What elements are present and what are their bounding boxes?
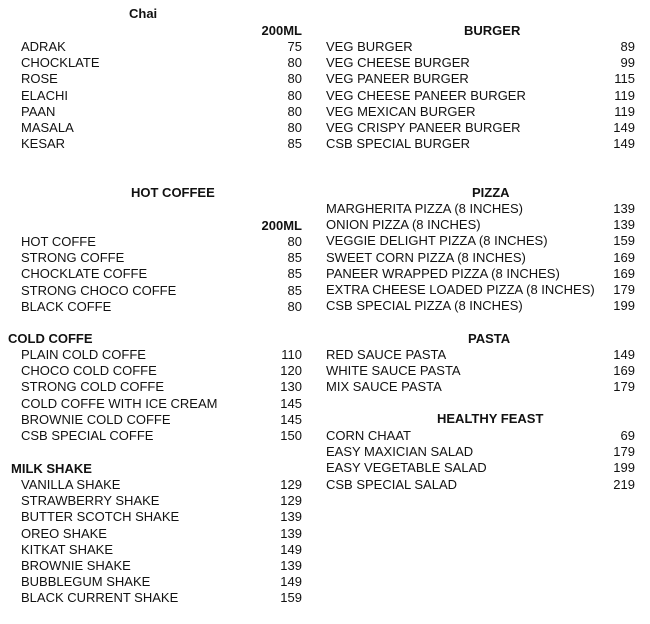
- menu-item-row: [0, 363, 310, 379]
- menu-item-row: [0, 509, 310, 525]
- section-title: COLD COFFE: [8, 331, 93, 346]
- menu-item-name: KESAR: [21, 136, 66, 152]
- menu-item-name: BUTTER SCOTCH SHAKE: [21, 509, 180, 525]
- menu-item-price: 119: [614, 103, 635, 119]
- menu-item-price: 89: [620, 39, 635, 54]
- menu-item-price: 69: [620, 428, 635, 443]
- menu-item-price: 129: [280, 493, 302, 509]
- menu-item-price: 85: [287, 266, 302, 282]
- menu-item-price: 80: [287, 234, 302, 249]
- menu-item-name: CSB SPECIAL PIZZA (8 INCHES): [326, 298, 523, 314]
- menu-item-price: 145: [280, 411, 302, 427]
- menu-item-row: [318, 250, 640, 266]
- menu-item-price: 159: [280, 590, 302, 606]
- menu-item-price: 169: [613, 249, 635, 265]
- menu-item-row: [318, 201, 640, 217]
- menu-item-price: 149: [613, 347, 635, 362]
- menu-item-price: 85: [287, 282, 302, 298]
- menu-item-price: 85: [287, 136, 302, 152]
- menu-item-price: 139: [280, 509, 302, 525]
- menu-item-row: [0, 299, 310, 315]
- menu-left-column: [0, 0, 310, 624]
- menu-item-row: [0, 477, 310, 493]
- menu-item-price: 179: [613, 282, 635, 297]
- menu-item-name: KITKAT SHAKE: [21, 541, 113, 557]
- menu-item-name: WHITE SAUCE PASTA: [326, 363, 461, 379]
- menu-item-row: [318, 282, 640, 298]
- menu-item-name: ROSE: [21, 71, 58, 87]
- menu-item-row: [0, 88, 310, 104]
- menu-item-name: VEG CRISPY PANEER BURGER: [326, 120, 521, 135]
- menu-item-name: VANILLA SHAKE: [21, 477, 121, 492]
- menu-item-price: 80: [287, 120, 302, 135]
- menu-item-name: CHOCKLATE COFFE: [21, 266, 148, 282]
- section-title: PASTA: [468, 331, 511, 346]
- menu-item-row: [0, 55, 310, 71]
- menu-item-row: [318, 217, 640, 233]
- menu-item-row: [0, 39, 310, 55]
- menu-item-name: HOT COFFE: [21, 234, 96, 249]
- menu-item-price: 149: [613, 120, 635, 135]
- menu-item-price: 159: [613, 233, 635, 249]
- menu-item-price: 139: [280, 558, 302, 573]
- menu-item-row: [318, 444, 640, 460]
- menu-item-name: BUBBLEGUM SHAKE: [21, 574, 151, 590]
- menu-item-price: 130: [280, 379, 302, 395]
- menu-item-price: 219: [613, 476, 635, 492]
- menu-item-row: [318, 233, 640, 249]
- menu-item-name: STRAWBERRY SHAKE: [21, 493, 160, 509]
- menu-item-price: 80: [287, 298, 302, 314]
- menu-item-name: SWEET CORN PIZZA (8 INCHES): [326, 249, 526, 265]
- menu-item-name: ADRAK: [21, 39, 66, 54]
- menu-item-row: [318, 71, 640, 87]
- menu-item-row: [0, 590, 310, 606]
- menu-item-name: PANEER WRAPPED PIZZA (8 INCHES): [326, 265, 560, 281]
- menu-item-price: 115: [614, 71, 635, 87]
- section-title: Chai: [129, 6, 158, 21]
- section-title: HEALTHY FEAST: [437, 411, 544, 426]
- menu-item-price: 99: [620, 55, 635, 71]
- menu-item-name: CORN CHAAT: [326, 428, 411, 443]
- menu-item-name: OREO SHAKE: [21, 525, 107, 541]
- menu-item-price: 139: [280, 525, 302, 541]
- menu-item-name: PLAIN COLD COFFE: [21, 347, 146, 362]
- menu-item-row: [0, 104, 310, 120]
- menu-item-name: STRONG COFFE: [21, 250, 125, 266]
- menu-item-name: RED SAUCE PASTA: [326, 347, 447, 362]
- menu-item-row: [0, 136, 310, 152]
- menu-item-row: [0, 379, 310, 395]
- menu-item-name: CHOCKLATE: [21, 55, 100, 71]
- menu-item-name: ELACHI: [21, 87, 68, 103]
- menu-item-price: 169: [613, 265, 635, 281]
- menu-item-name: CSB SPECIAL SALAD: [326, 476, 458, 492]
- menu-item-price: 85: [287, 250, 302, 266]
- menu-item-row: [0, 234, 310, 250]
- menu-item-price: 80: [287, 103, 302, 119]
- section-title: HOT COFFEE: [131, 185, 215, 200]
- menu-item-price: 149: [280, 574, 302, 590]
- menu-item-price: 80: [287, 87, 302, 103]
- menu-item-row: [0, 283, 310, 299]
- menu-item-row: [0, 574, 310, 590]
- menu-item-name: VEG MEXICAN BURGER: [326, 103, 476, 119]
- menu-item-row: [318, 120, 640, 136]
- menu-item-price: 145: [280, 395, 302, 411]
- menu-item-row: [318, 460, 640, 476]
- menu-item-row: [318, 347, 640, 363]
- menu-item-name: VEG CHEESE PANEER BURGER: [326, 87, 526, 103]
- menu-item-row: [318, 428, 640, 444]
- menu-item-row: [0, 120, 310, 136]
- menu-item-name: CHOCO COLD COFFE: [21, 363, 157, 379]
- menu-item-row: [318, 298, 640, 314]
- menu-item-row: [0, 266, 310, 282]
- menu-item-price: 110: [281, 347, 302, 362]
- menu-item-name: EASY VEGETABLE SALAD: [326, 460, 487, 476]
- menu-item-name: VEG CHEESE BURGER: [326, 55, 470, 71]
- menu-item-price: 75: [287, 39, 302, 54]
- menu-item-row: [0, 542, 310, 558]
- menu-right-column: [318, 0, 640, 624]
- menu-item-name: BLACK COFFE: [21, 298, 112, 314]
- menu-item-name: PAAN: [21, 103, 56, 119]
- menu-item-name: CSB SPECIAL BURGER: [326, 136, 471, 152]
- menu-item-row: [0, 250, 310, 266]
- menu-item-row: [0, 428, 310, 444]
- menu-item-row: [318, 39, 640, 55]
- menu-item-name: MARGHERITA PIZZA (8 INCHES): [326, 201, 523, 216]
- menu-item-name: STRONG CHOCO COFFE: [21, 282, 177, 298]
- menu-item-price: 119: [614, 87, 635, 103]
- menu-item-price: 139: [613, 201, 635, 216]
- menu-item-price: 179: [613, 379, 635, 395]
- section-title: MILK SHAKE: [11, 461, 92, 476]
- size-label: 200ML: [261, 218, 302, 233]
- menu-item-row: [318, 266, 640, 282]
- menu-item-name: MASALA: [21, 120, 74, 135]
- menu-item-price: 120: [280, 363, 302, 379]
- menu-item-price: 179: [613, 444, 635, 460]
- menu-item-row: [0, 526, 310, 542]
- menu-item-price: 149: [280, 541, 302, 557]
- menu-item-price: 199: [613, 460, 635, 476]
- menu-item-row: [318, 55, 640, 71]
- menu-item-name: VEGGIE DELIGHT PIZZA (8 INCHES): [326, 233, 548, 249]
- menu-item-name: COLD COFFE WITH ICE CREAM: [21, 395, 218, 411]
- menu-item-name: MIX SAUCE PASTA: [326, 379, 442, 395]
- menu-item-name: CSB SPECIAL COFFE: [21, 428, 154, 443]
- size-label: 200ML: [261, 23, 302, 38]
- menu-item-price: 169: [613, 363, 635, 379]
- menu-item-name: BROWNIE SHAKE: [21, 558, 131, 573]
- menu-item-row: [318, 379, 640, 395]
- menu-item-row: [318, 136, 640, 152]
- menu-item-row: [0, 71, 310, 87]
- menu-item-name: STRONG COLD COFFE: [21, 379, 165, 395]
- menu-item-price: 150: [280, 428, 302, 443]
- menu-item-price: 149: [613, 136, 635, 152]
- menu-item-name: EXTRA CHEESE LOADED PIZZA (8 INCHES): [326, 282, 595, 297]
- menu-item-price: 80: [287, 55, 302, 71]
- menu-item-row: [0, 412, 310, 428]
- section-title: PIZZA: [472, 185, 510, 200]
- menu-item-row: [318, 477, 640, 493]
- menu-item-price: 139: [613, 217, 635, 233]
- menu-item-row: [318, 88, 640, 104]
- menu-item-row: [0, 396, 310, 412]
- menu-item-row: [0, 493, 310, 509]
- menu-item-name: BLACK CURRENT SHAKE: [21, 590, 179, 606]
- menu-item-price: 199: [613, 298, 635, 314]
- menu-item-row: [0, 347, 310, 363]
- menu-item-row: [318, 363, 640, 379]
- menu-item-name: BROWNIE COLD COFFE: [21, 411, 171, 427]
- menu-item-name: VEG PANEER BURGER: [326, 71, 469, 87]
- menu-item-name: EASY MAXICIAN SALAD: [326, 444, 474, 460]
- menu-item-name: VEG BURGER: [326, 39, 413, 54]
- menu-item-row: [318, 104, 640, 120]
- menu-item-name: ONION PIZZA (8 INCHES): [326, 217, 481, 233]
- menu-item-price: 80: [287, 71, 302, 87]
- menu-item-row: [0, 558, 310, 574]
- section-title: BURGER: [464, 23, 521, 38]
- menu-item-price: 129: [280, 477, 302, 492]
